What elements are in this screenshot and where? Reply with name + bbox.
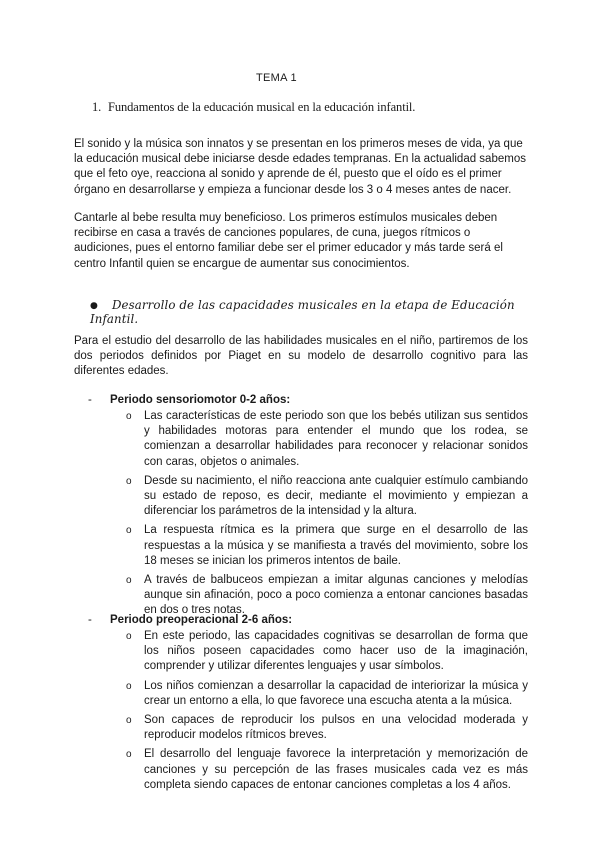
page-title: TEMA 1 <box>256 72 297 84</box>
circle-bullet-icon: o <box>126 631 132 642</box>
circle-bullet-icon: o <box>126 525 132 537</box>
section-heading-2 <box>90 298 550 326</box>
period-2-list <box>120 629 528 797</box>
list-item-text: Las características de este periodo son que los bebés utilizan sus sentidos y habilidades motoras para entender el mundo que los rodea, se comienzan a desarrollar habilidades para reconocer y relacionar sonidos con caras, objetos o animales. <box>144 410 528 468</box>
circle-bullet-icon: o <box>126 411 132 422</box>
list-item-text: Los niños comienzan a desarrollar la capacidad de interiorizar la música y crear un entorno a ella, lo que favorece una escucha atenta a la música. <box>144 679 528 707</box>
list-item-text: La respuesta rítmica es la primera que surge en el desarrollo de las respuestas a la música y se manifiesta a través del movimiento, sobre los 18 meses se inician los primeros intentos de baile. <box>144 524 528 567</box>
circle-bullet-icon: o <box>126 749 132 761</box>
list-item-text: En este periodo, las capacidades cognitivas se desarrollan de forma que los niños poseen capacidades como hacer uso de la imaginación, comprender y utilizar diferentes lenguajes y usar símbolos. <box>144 630 528 673</box>
period-title: Periodo preoperacional 2-6 años: <box>110 614 293 626</box>
section-heading-1 <box>92 100 562 115</box>
period-1-list <box>120 409 528 623</box>
paragraph-1: El sonido y la música son innatos y se presentan en los primeros meses de vida, ya que la educación musical debe iniciarse desde edades tempranas. En la actualidad sabemos que el feto oye, reacciona al sonido y aprende de él, puesto que el oído es el primer órgano en desarrollarse y empieza a funcionar desde los 3 o 4 meses antes de nacer. <box>74 138 526 196</box>
circle-bullet-icon: o <box>126 680 132 692</box>
intro-paragraph: Para el estudio del desarrollo de las habilidades musicales en el niño, partiremos de los dos periodos definidos por Piaget en su modelo de desarrollo cognitivo para las diferentes edades. <box>74 335 528 378</box>
period-heading-sensoriomotor <box>88 394 528 406</box>
bullet-icon: ● <box>90 301 98 311</box>
list-item <box>120 679 528 709</box>
section-number: 1. <box>92 100 102 114</box>
list-item <box>120 713 528 743</box>
list-item <box>120 474 528 520</box>
circle-bullet-icon: o <box>126 715 132 727</box>
circle-bullet-icon: o <box>126 575 132 587</box>
section-heading-text: Fundamentos de la educación musical en la educación infantil. <box>108 100 416 114</box>
list-item <box>120 629 528 675</box>
circle-bullet-icon: o <box>126 475 132 487</box>
list-item <box>120 747 528 793</box>
paragraph-2: Cantarle al bebe resulta muy beneficioso. Los primeros estímulos musicales deben recibirse en casa a través de canciones populares, de cuna, juegos rítmicos o audiciones, pues el entorno familiar debe ser el primer educador y más tarde será el centro Infantil quien se encargue de aumentar sus conocimientos. <box>74 212 503 270</box>
list-item-text: Desde su nacimiento, el niño reacciona ante cualquier estímulo cambiando su estado de reposo, es decir, mediante el movimiento y empiezan a diferenciar los parámetros de la intensidad y la altura. <box>144 474 528 518</box>
list-item-text: A través de balbuceos empiezan a imitar algunas canciones y melodías aunque sin afinación, poco a poco comienza a entonar canciones basadas en dos o tres notas. <box>144 574 528 617</box>
list-item-text: Son capaces de reproducir los pulsos en una velocidad moderada y reproducir modelos rítmicos breves. <box>144 714 528 742</box>
list-item-text: El desarrollo del lenguaje favorece la interpretación y memorización de canciones y su percepción de las frases musicales cada vez es más completa siendo capaces de entonar canciones completas a los 4 años. <box>144 748 528 791</box>
list-item <box>120 523 528 569</box>
dash-marker: - <box>88 394 92 406</box>
period-heading-preoperacional <box>88 614 528 626</box>
list-item <box>120 409 528 470</box>
list-item <box>120 573 528 619</box>
section-heading-2-text: Desarrollo de las capacidades musicales en la etapa de Educación Infantil. <box>90 298 515 326</box>
period-title: Periodo sensoriomotor 0-2 años: <box>110 394 291 406</box>
dash-marker: - <box>88 614 92 626</box>
